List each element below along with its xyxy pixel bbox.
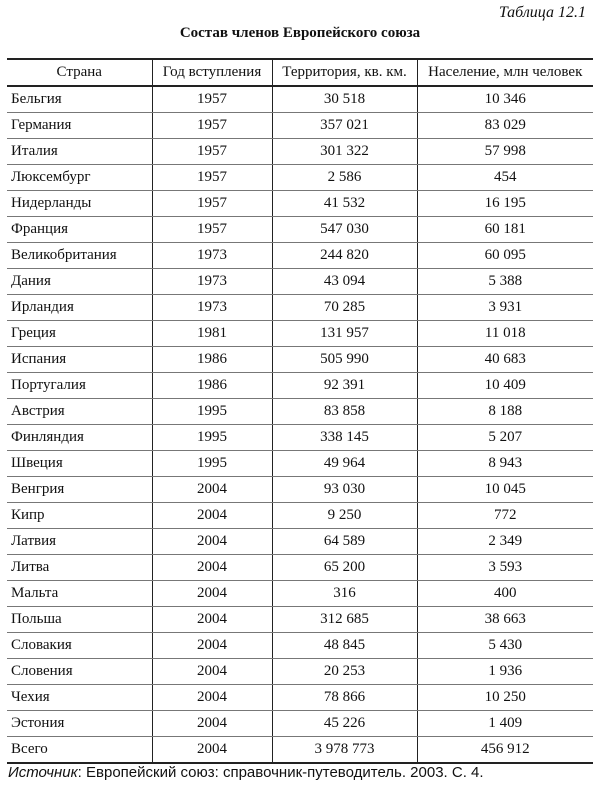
year-cell: 1957 — [152, 191, 272, 217]
table-row — [7, 737, 593, 764]
territory-cell: 505 990 — [272, 347, 417, 373]
territory-cell: 92 391 — [272, 373, 417, 399]
year-cell: 1995 — [152, 451, 272, 477]
year-cell: 2004 — [152, 581, 272, 607]
table-row — [7, 399, 593, 425]
table-row — [7, 659, 593, 685]
country-cell: Польша — [7, 607, 152, 633]
table-row — [7, 477, 593, 503]
territory-cell: 338 145 — [272, 425, 417, 451]
year-cell: 2004 — [152, 529, 272, 555]
population-cell: 3 593 — [417, 555, 593, 581]
year-cell: 2004 — [152, 659, 272, 685]
country-cell: Италия — [7, 139, 152, 165]
table-row — [7, 685, 593, 711]
territory-cell: 131 957 — [272, 321, 417, 347]
table-row — [7, 321, 593, 347]
territory-cell: 2 586 — [272, 165, 417, 191]
population-cell: 10 045 — [417, 477, 593, 503]
population-cell: 40 683 — [417, 347, 593, 373]
population-cell: 38 663 — [417, 607, 593, 633]
table-row — [7, 86, 593, 113]
country-cell: Бельгия — [7, 86, 152, 113]
population-cell: 60 095 — [417, 243, 593, 269]
territory-cell: 9 250 — [272, 503, 417, 529]
country-cell: Франция — [7, 217, 152, 243]
source-text: : Европейский союз: справочник-путеводитель. 2003. С. 4. — [77, 764, 484, 781]
table-row — [7, 191, 593, 217]
territory-cell: 41 532 — [272, 191, 417, 217]
country-cell: Чехия — [7, 685, 152, 711]
territory-cell: 48 845 — [272, 633, 417, 659]
country-cell: Австрия — [7, 399, 152, 425]
table-row — [7, 113, 593, 139]
year-cell: 1973 — [152, 243, 272, 269]
table-row — [7, 633, 593, 659]
table-number-label: Таблица 12.1 — [498, 4, 586, 21]
territory-cell: 316 — [272, 581, 417, 607]
territory-cell: 301 322 — [272, 139, 417, 165]
eu-members-table — [7, 58, 593, 764]
country-cell: Германия — [7, 113, 152, 139]
population-cell: 5 430 — [417, 633, 593, 659]
territory-cell: 357 021 — [272, 113, 417, 139]
country-cell: Португалия — [7, 373, 152, 399]
year-cell: 1957 — [152, 165, 272, 191]
territory-cell: 65 200 — [272, 555, 417, 581]
population-cell: 1 936 — [417, 659, 593, 685]
table-title: Состав членов Европейского союза — [179, 25, 421, 41]
table-body — [7, 86, 593, 763]
country-cell: Эстония — [7, 711, 152, 737]
year-cell: 1995 — [152, 399, 272, 425]
table-row — [7, 607, 593, 633]
country-cell: Мальта — [7, 581, 152, 607]
country-cell: Греция — [7, 321, 152, 347]
country-cell: Всего — [7, 737, 152, 764]
population-cell: 1 409 — [417, 711, 593, 737]
year-cell: 2004 — [152, 737, 272, 764]
territory-cell: 3 978 773 — [272, 737, 417, 764]
table-header-row — [7, 59, 593, 86]
table-row — [7, 503, 593, 529]
country-cell: Швеция — [7, 451, 152, 477]
population-cell: 10 346 — [417, 86, 593, 113]
population-cell: 2 349 — [417, 529, 593, 555]
source-note — [8, 764, 484, 781]
population-cell: 400 — [417, 581, 593, 607]
year-cell: 1986 — [152, 373, 272, 399]
year-cell: 1973 — [152, 269, 272, 295]
population-cell: 60 181 — [417, 217, 593, 243]
table-row — [7, 425, 593, 451]
population-cell: 454 — [417, 165, 593, 191]
country-cell: Латвия — [7, 529, 152, 555]
population-cell: 8 188 — [417, 399, 593, 425]
table-row — [7, 139, 593, 165]
population-cell: 57 998 — [417, 139, 593, 165]
population-cell: 456 912 — [417, 737, 593, 764]
country-cell: Финляндия — [7, 425, 152, 451]
population-cell: 83 029 — [417, 113, 593, 139]
table-row — [7, 555, 593, 581]
table-row — [7, 243, 593, 269]
table-row — [7, 581, 593, 607]
table-row — [7, 529, 593, 555]
year-cell: 1986 — [152, 347, 272, 373]
territory-cell: 30 518 — [272, 86, 417, 113]
year-cell: 1995 — [152, 425, 272, 451]
year-cell: 2004 — [152, 711, 272, 737]
table-row — [7, 711, 593, 737]
table-row — [7, 165, 593, 191]
country-cell: Нидерланды — [7, 191, 152, 217]
territory-cell: 547 030 — [272, 217, 417, 243]
column-header-territory: Территория, кв. км. — [272, 59, 417, 86]
year-cell: 1957 — [152, 139, 272, 165]
territory-cell: 93 030 — [272, 477, 417, 503]
territory-cell: 45 226 — [272, 711, 417, 737]
year-cell: 1957 — [152, 86, 272, 113]
table-row — [7, 269, 593, 295]
table-row — [7, 373, 593, 399]
territory-cell: 20 253 — [272, 659, 417, 685]
year-cell: 2004 — [152, 555, 272, 581]
population-cell: 10 250 — [417, 685, 593, 711]
country-cell: Великобритания — [7, 243, 152, 269]
country-cell: Люксембург — [7, 165, 152, 191]
table-row — [7, 217, 593, 243]
population-cell: 5 207 — [417, 425, 593, 451]
source-label: Источник — [8, 764, 78, 781]
population-cell: 3 931 — [417, 295, 593, 321]
column-header-population: Население, млн человек — [417, 59, 593, 86]
year-cell: 2004 — [152, 503, 272, 529]
year-cell: 1957 — [152, 217, 272, 243]
table-row — [7, 295, 593, 321]
table-row — [7, 347, 593, 373]
year-cell: 2004 — [152, 607, 272, 633]
column-header-year: Год вступления — [152, 59, 272, 86]
territory-cell: 83 858 — [272, 399, 417, 425]
year-cell: 1957 — [152, 113, 272, 139]
country-cell: Словения — [7, 659, 152, 685]
population-cell: 11 018 — [417, 321, 593, 347]
column-header-country: Страна — [7, 59, 152, 86]
country-cell: Словакия — [7, 633, 152, 659]
table-row — [7, 451, 593, 477]
population-cell: 772 — [417, 503, 593, 529]
territory-cell: 312 685 — [272, 607, 417, 633]
country-cell: Литва — [7, 555, 152, 581]
country-cell: Ирландия — [7, 295, 152, 321]
country-cell: Испания — [7, 347, 152, 373]
territory-cell: 244 820 — [272, 243, 417, 269]
territory-cell: 78 866 — [272, 685, 417, 711]
year-cell: 2004 — [152, 477, 272, 503]
territory-cell: 64 589 — [272, 529, 417, 555]
population-cell: 8 943 — [417, 451, 593, 477]
population-cell: 5 388 — [417, 269, 593, 295]
year-cell: 2004 — [152, 685, 272, 711]
year-cell: 2004 — [152, 633, 272, 659]
country-cell: Венгрия — [7, 477, 152, 503]
country-cell: Дания — [7, 269, 152, 295]
territory-cell: 43 094 — [272, 269, 417, 295]
population-cell: 16 195 — [417, 191, 593, 217]
year-cell: 1981 — [152, 321, 272, 347]
year-cell: 1973 — [152, 295, 272, 321]
country-cell: Кипр — [7, 503, 152, 529]
territory-cell: 49 964 — [272, 451, 417, 477]
territory-cell: 70 285 — [272, 295, 417, 321]
population-cell: 10 409 — [417, 373, 593, 399]
